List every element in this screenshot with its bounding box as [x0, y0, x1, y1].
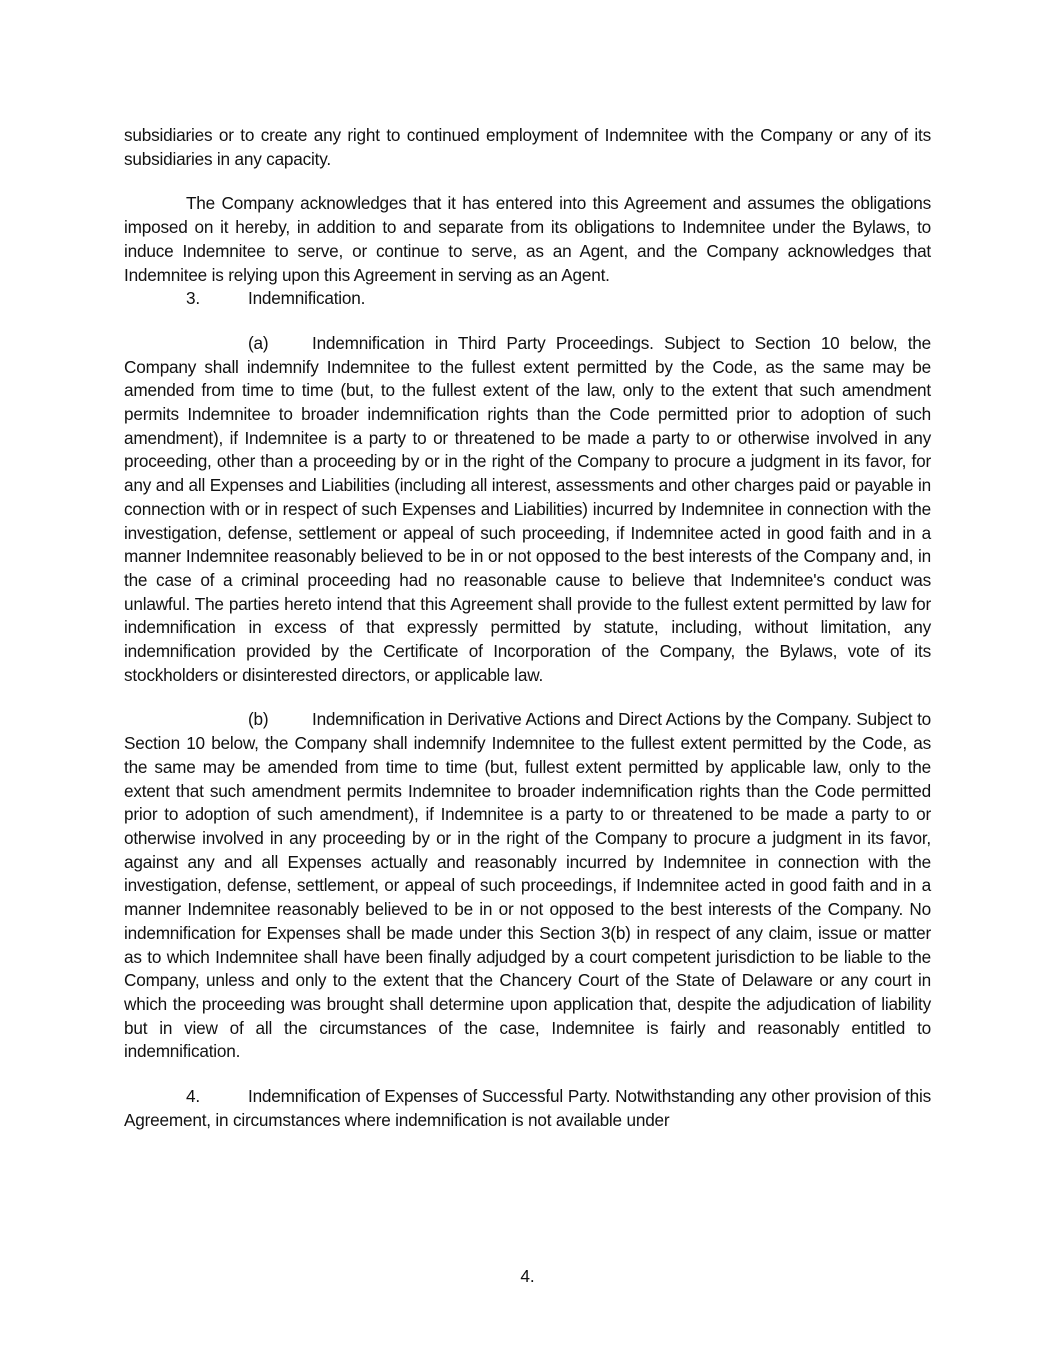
section-3a-heading: Indemnification in Third Party Proceedings. — [312, 332, 654, 353]
section-3-number: 3. — [186, 288, 200, 309]
section-4-heading: Indemnification of Expenses of Successful Party. — [248, 1086, 611, 1107]
section-4-paragraph — [124, 1085, 931, 1132]
document-body — [124, 124, 931, 1132]
section-3b-body: Subject to Section 10 below, the Company shall indemnify Indemnitee to the fullest extent permitted by the Code, as the same may be amended from time to time (but, fullest extent permitted by applicable law, only to the extent that such amendment permits Indemnitee to broader indemnification rights than the Code permitted prior to adoption of such amendment), if Indemnitee is a party to or threatened to be made a party to or otherwise involved in any proceeding by or in the right of the Company to procure a judgment in its favor, against any and all Expenses actually and reasonably incurred by Indemnitee in connection with the investigation, defense, settlement, or appeal of such proceedings, if Indemnitee acted in good faith and in a manner Indemnitee reasonably believed to be in or not opposed to the best interests of the Company. No indemnification for Expenses shall be made under this Section 3(b) in respect of any claim, issue or matter as to which Indemnitee shall have been finally adjudged by a court competent jurisdiction to be liable to the Company, unless and only to the extent that the Chancery Court of the State of Delaware or any court in which the proceeding was brought shall determine upon application that, despite the adjudication of liability but in view of all the circumstances of the case, Indemnitee is fairly and reasonably entitled to indemnification. — [124, 709, 932, 1062]
section-3a-body: Subject to Section 10 below, the Company shall indemnify Indemnitee to the fullest extent permitted by the Code, as the same may be amended from time to time (but, to the fullest extent of the law, only to the extent that such amendment permits Indemnitee to broader indemnification rights than the Code permitted prior to adoption of such amendment), if Indemnitee is a party to or threatened to be made a party to or otherwise involved in any proceeding, other than a proceeding by or in the right of the Company to procure a judgment in its favor, for any and all Expenses and Liabilities (including all interest, assessments and other charges paid or payable in connection with or in respect of such Expenses and Liabilities) incurred by Indemnitee in connection with the investigation, defense, settlement or appeal of such proceeding, if Indemnitee acted in good faith and in a manner Indemnitee reasonably believed to be in or not opposed to the best interests of the Company and, in the case of a criminal proceeding had no reasonable cause to believe that Indemnitee's conduct was unlawful. The parties hereto intend that this Agreement shall provide to the fullest extent permitted by law for indemnification in excess of that expressly permitted by statute, including, without limitation, any indemnification provided by the Certificate of Incorporation of the Company, the Bylaws, vote of its stockholders or disinterested directors, or applicable law. — [124, 332, 931, 685]
section-4-number: 4. — [186, 1086, 200, 1107]
section-3a-label: (a) — [248, 332, 269, 353]
acknowledgment-paragraph: The Company acknowledges that it has entered into this Agreement and assumes the obligations imposed on it hereby, in addition to and separate from its obligations to Indemnitee under the Bylaws, to induce Indemnitee to serve, or continue to serve, as an Agent, and the Company acknowledges that Indemnitee is relying upon this Agreement in serving as an Agent. — [124, 193, 931, 285]
section-3a-paragraph — [124, 332, 931, 688]
section-3-heading — [124, 287, 931, 311]
section-3b-heading: Indemnification in Derivative Actions and Direct Actions by the Company. — [312, 709, 852, 730]
section-3b-paragraph — [124, 708, 931, 1064]
section-3b-label: (b) — [248, 709, 269, 730]
section-3-title: Indemnification. — [248, 288, 366, 309]
page-number: 4. — [520, 1266, 535, 1286]
section-4-body: Notwithstanding any other provision of this Agreement, in circumstances where indemnification is not available under — [124, 1086, 932, 1130]
continuation-paragraph: subsidiaries or to create any right to continued employment of Indemnitee with the Company or any of its subsidiaries in any capacity. — [124, 125, 931, 169]
